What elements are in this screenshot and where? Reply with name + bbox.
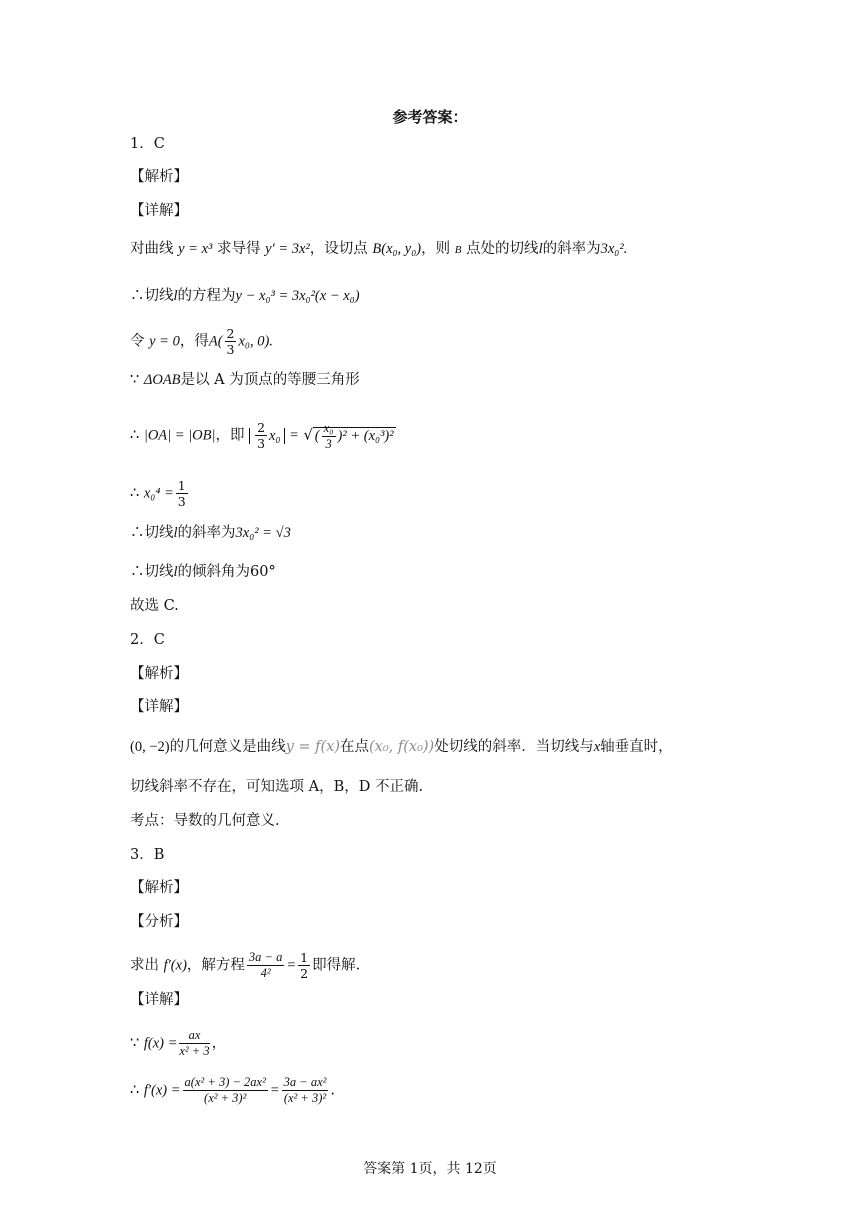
q2-l1-math-3: (x₀, f(x₀)): [369, 739, 435, 755]
q1-l5-fraction: [255, 420, 267, 451]
q1-l8-text-a: ∴切线: [130, 564, 174, 580]
q1-l7-math-1: l: [173, 525, 178, 541]
q3-l3-fraction-1: [183, 1075, 268, 1106]
q2-l1-math-4: x: [593, 739, 601, 755]
q1-l5-numerator: 2: [257, 420, 266, 435]
q1-l5-denominator: 3: [257, 436, 266, 451]
q2-l1-text-b: 在点: [340, 739, 370, 755]
q1-xiangjie-heading: 【详解】: [130, 203, 188, 219]
q3-l1-numerator-1: 3a − a: [248, 950, 283, 964]
q1-l5-math-3: =: [289, 427, 299, 444]
q1-l1-text-d: ，则: [421, 241, 451, 257]
q3-l3-fraction-2: [282, 1075, 329, 1106]
q1-l1-math-3: B(x₀, y₀): [372, 241, 422, 257]
q3-line-1: [130, 950, 360, 981]
q1-l3-denominator: 3: [226, 342, 235, 357]
q3-l3-numerator-1: a(x² + 3) − 2ax²: [184, 1075, 266, 1089]
q1-line-8: [130, 562, 276, 582]
q1-l1-text-c: ，设切点: [309, 241, 368, 257]
q2-l1-text-c: 处切线的斜率．当切线与: [434, 739, 594, 755]
q1-l7-text-b: 的斜率为: [177, 525, 236, 541]
q2-kaodian: 考点：导数的几何意义.: [130, 813, 280, 829]
q1-line-7: [130, 523, 291, 543]
q3-line-3: [130, 1075, 335, 1106]
q3-l1-text-a: 求出: [130, 957, 159, 974]
q1-l7-text-a: ∴切线: [130, 525, 174, 541]
page-footer: 答案第 1页，共 12页: [363, 1161, 497, 1177]
q1-line-1: [130, 239, 627, 260]
q1-l4-text-a: ∵: [130, 372, 140, 388]
q3-l2-fraction: [179, 1028, 209, 1059]
q3-jiexi-heading: 【解析】: [130, 880, 188, 896]
q1-l5-math-1: |OA| = |OB|: [143, 427, 216, 444]
q1-l2-math-2: y − x₀³ = 3x₀²(x − x₀): [235, 288, 360, 304]
q3-l2-numerator: ax: [179, 1028, 209, 1044]
q2-line-2: 切线斜率不存在，可知选项 A，B，D 不正确.: [130, 779, 424, 795]
q3-l3-denominator-1: (x² + 3)²: [204, 1091, 247, 1105]
q1-l6-math-1: x₀⁴ =: [143, 485, 174, 502]
q3-l1-text-c: 即得解.: [312, 957, 361, 974]
q3-answer: 3．B: [130, 847, 165, 863]
q1-line-6: [130, 478, 190, 509]
q1-l1-math-6: 3x₀².: [600, 241, 628, 257]
q1-l6-denominator: 3: [177, 494, 186, 509]
q1-l8-math-1: l: [173, 564, 178, 580]
q1-l1-math-1: y = x³: [178, 241, 213, 257]
q3-line-2: [130, 1028, 226, 1059]
q3-l3-math-2: =: [269, 1082, 280, 1099]
q3-xiangjie-heading: 【详解】: [130, 992, 188, 1008]
q1-l1-math-5: l: [538, 241, 543, 257]
q1-l2-math-1: l: [173, 288, 178, 304]
q1-l5-abs: [249, 420, 284, 451]
q1-l5-sqrt-sign: √: [303, 427, 313, 444]
q1-l5-sqrt-numerator: x₀: [323, 420, 334, 435]
q3-l1-denominator-2: 2: [300, 966, 309, 981]
q1-conclusion: 故选 C.: [130, 598, 179, 614]
q3-l1-text-b: ，解方程: [186, 957, 245, 974]
q1-l3-text-a: 令: [130, 333, 145, 350]
q2-answer: 2．C: [130, 632, 165, 648]
q2-l1-math-2: y = f(x): [285, 739, 341, 755]
q1-l1-text-a: 对曲线: [130, 241, 174, 257]
q1-line-2: [130, 286, 360, 306]
q1-line-3: [130, 326, 273, 357]
q1-l3-math-1: y = 0: [149, 333, 180, 350]
q1-l6-text-a: ∴: [130, 485, 140, 502]
q1-l1-math-2: y′ = 3x²: [265, 241, 310, 257]
q1-l3-text-b: ，得: [179, 333, 209, 350]
q1-l1-text-f: 的斜率为: [542, 241, 601, 257]
q3-l1-fraction-1: [247, 950, 284, 981]
q1-l7-math-2: 3x₀² = √3: [235, 525, 291, 541]
page-title: 参考答案：: [392, 108, 468, 126]
q1-l3-fraction: [225, 326, 237, 357]
q1-l5-math-2: x₀: [269, 427, 281, 444]
q2-xiangjie-heading: 【详解】: [130, 699, 188, 715]
q3-l1-denominator-1: 4²: [260, 966, 271, 980]
q1-l5-text-a: ∴: [130, 427, 140, 444]
q3-l1-math-2: =: [286, 957, 297, 974]
q2-jiexi-heading: 【解析】: [130, 666, 188, 682]
q1-jiexi-heading: 【解析】: [130, 169, 188, 185]
q1-l3-math-3: x₀, 0).: [238, 333, 273, 350]
q3-l2-denominator: x² + 3: [179, 1044, 210, 1058]
q3-l3-math-1: f′(x) =: [143, 1082, 181, 1099]
q2-l1-text-d: 轴垂直时，: [600, 739, 673, 755]
q3-fenxi-heading: 【分析】: [130, 914, 188, 930]
q1-l8-math-2: 60°: [250, 564, 276, 580]
q1-l2-text-b: 的方程为: [177, 288, 236, 304]
q3-l2-text-a: ∵: [130, 1035, 140, 1052]
q1-l2-text-a: ∴切线: [130, 288, 174, 304]
q1-line-4: [130, 370, 360, 390]
q1-l3-math-2: A(: [208, 333, 223, 350]
q3-l3-text-a: ∴: [130, 1082, 140, 1099]
q1-l1-text-b: 求导得: [216, 241, 261, 257]
q1-l5-math-4: )² + (x₀³)²: [337, 427, 394, 444]
q1-l3-numerator: 2: [226, 326, 235, 341]
q1-l5-sqrt-fraction: [322, 421, 336, 452]
q3-l3-numerator-2: 3a − ax²: [283, 1075, 327, 1089]
q3-l1-fraction-2: [298, 950, 310, 981]
q3-l2-text-b: ，: [211, 1035, 227, 1052]
q2-line-1: [130, 737, 673, 757]
q1-line-5: [130, 420, 396, 452]
q1-l1-math-4: B: [454, 244, 462, 256]
q1-l1-text-e: 点处的切线: [466, 241, 539, 257]
q2-l1-math-1: (0, −2): [130, 739, 170, 755]
q1-l4-math-1: ΔOAB: [143, 372, 181, 388]
q1-answer: 1．C: [130, 136, 165, 152]
q1-l6-fraction: [176, 478, 188, 509]
q1-l5-sqrt: ( $\frac{\text{x₀}}{3}$ )² + (x₀³)²: [314, 420, 394, 451]
q1-l6-numerator: 1: [177, 478, 186, 493]
q3-l2-math-1: f(x) =: [143, 1035, 178, 1052]
q3-l1-numerator-2: 1: [300, 950, 309, 965]
q1-l8-text-b: 的倾斜角为: [177, 564, 251, 580]
q1-l5-sqrt-denominator: 3: [325, 436, 332, 451]
q1-l4-text-b: 是以 A 为顶点的等腰三角形: [180, 372, 360, 388]
q3-l3-text-b: .: [330, 1082, 335, 1099]
q2-l1-text-a: 的几何意义是曲线: [169, 739, 286, 755]
q3-l3-denominator-2: (x² + 3)²: [283, 1091, 327, 1105]
q3-l1-math-1: f′(x): [163, 957, 187, 974]
q1-l5-text-b: ，即: [215, 427, 245, 444]
